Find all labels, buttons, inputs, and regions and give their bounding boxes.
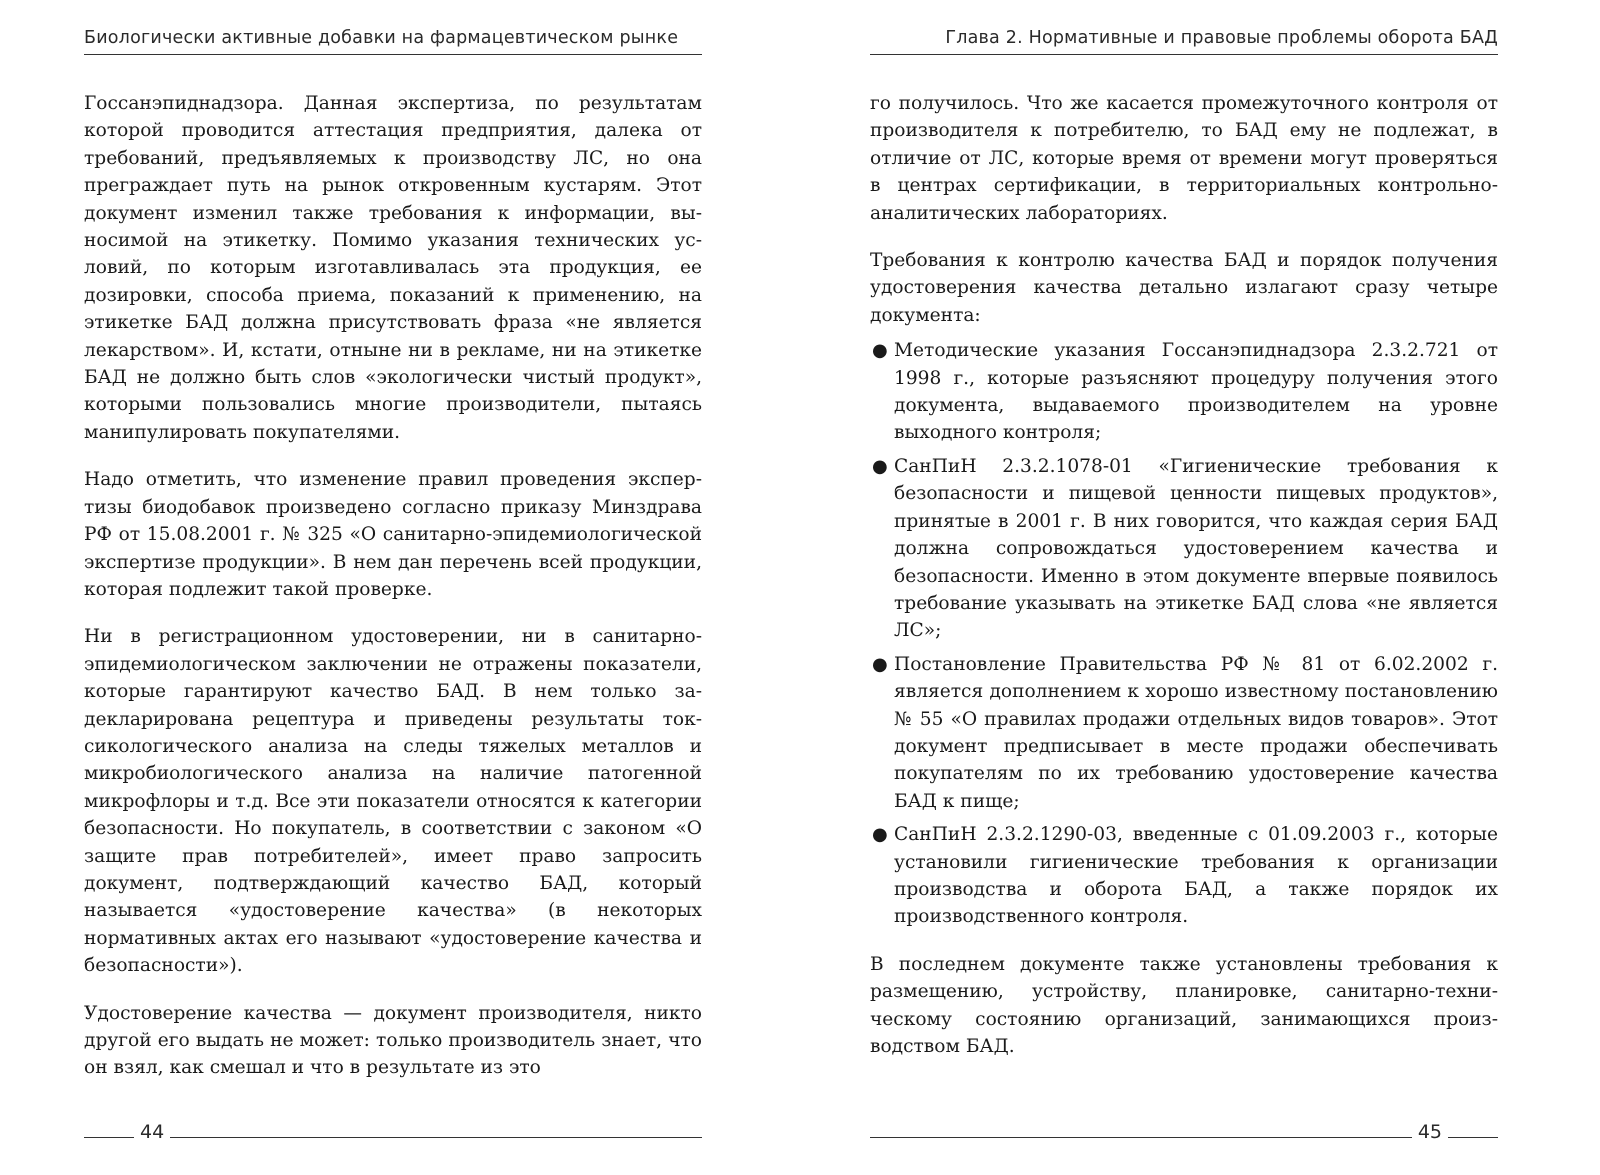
list-item-text: Постановление Правительства РФ № 81 от 6.02.2002 г. является дополнением к хорошо известному постановлению № 55 «О правилах продажи отдельных видов товаров». Этот документ предписывает в месте продажи обеспечивать покупателям по их требованию удостоверение качества БАД к пище; bbox=[894, 653, 1498, 812]
bullet-icon: ● bbox=[872, 340, 888, 362]
page-footer-right bbox=[870, 1118, 1498, 1142]
list-item bbox=[870, 651, 1498, 815]
document-list bbox=[870, 337, 1498, 931]
bullet-icon: ● bbox=[872, 653, 888, 675]
footer-rule bbox=[84, 1137, 134, 1138]
running-head-right: Глава 2. Нормативные и правовые проблемы оборота БАД bbox=[870, 28, 1498, 55]
list-item-text: Методические указания Госсанэпиднадзора 2.3.2.721 от 1998 г., которые разъясняют процедуру получения этого документа, выдаваемого производителем на уровне выходного контроля; bbox=[894, 340, 1498, 444]
page-number: 44 bbox=[140, 1121, 165, 1143]
page-footer-left bbox=[84, 1118, 702, 1142]
paragraph: Госсанэпиднадзора. Данная экспертиза, по результатам которой проводится аттестация предприятия, далека от требований, предъявляемых к производству ЛС, но она преграждает путь на рынок откровенным кустарям. Этот документ изменил также требования к информации, выносимой на этикетку. Помимо указания технических условий, по которым изготавливалась эта продукция, ее дозировки, способа приема, показаний к применению, на этикетке БАД должна присутствовать фраза «не является лекарством». И, кстати, отныне ни в рекламе, ни на этикетке БАД не должно быть слов «экологически чистый продукт», которыми пользовались многие производители, пытаясь манипулировать покупателями. bbox=[84, 93, 702, 443]
footer-rule bbox=[1448, 1137, 1498, 1138]
paragraph: го получилось. Что же касается промежуточного контроля от производителя к потребителю, то БАД ему не подлежат, в отличие от ЛС, которые время от времени могут проверяться в центрах сертификации, в территориальных контрольно-аналитических лабораториях. bbox=[870, 93, 1498, 224]
paragraph: Надо отметить, что изменение правил проведения экспертизы биодобавок произведено согласно приказу Минздрава РФ от 15.08.2001 г. № 325 «О санитарно-эпидемиологической экспертизе продукции». В нем дан перечень всей продукции, которая подлежит такой проверке. bbox=[84, 469, 702, 600]
paragraph: Требования к контролю качества БАД и порядок получения удостоверения качества детально излагают сразу четыре документа: bbox=[870, 250, 1498, 326]
right-page-body bbox=[870, 90, 1498, 1060]
left-page-body bbox=[84, 90, 702, 1082]
paragraph: Ни в регистрационном удостоверении, ни в санитарно-эпидемиологическом заключении не отражены показатели, которые гарантируют качество БАД. В нем только задекларирована рецептура и приведены результаты токсикологического анализа на следы тяжелых металлов и микробиологического анализа на наличие патогенной микрофлоры и т.д. Все эти показатели относятся к категории безопасности. Но покупатель, в соответствии с законом «О защите прав потребителей», имеет право запросить документ, подтверждающий качество БАД, который называется «удостоверение качества» (в некоторых нормативных актах его называют «удостоверение качества и безопасности»). bbox=[84, 626, 702, 977]
bullet-icon: ● bbox=[872, 455, 888, 477]
list-item bbox=[870, 453, 1498, 645]
list-item-text: СанПиН 2.3.2.1290-03, введенные с 01.09.2003 г., которые установили гигиенические требования к организации производства и оборота БАД, а также порядок их производственного контроля. bbox=[894, 824, 1498, 928]
paragraph: Удостоверение качества — документ производителя, никто другой его выдать не может: только производитель знает, что он взял, как смешал и что в результате из это bbox=[84, 1002, 702, 1079]
footer-rule bbox=[870, 1137, 1412, 1138]
right-page bbox=[800, 0, 1600, 1175]
bullet-icon: ● bbox=[872, 824, 888, 846]
list-item bbox=[870, 337, 1498, 447]
list-item-text: СанПиН 2.3.2.1078-01 «Гигиенические требования к безопасности и пищевой ценности пищевых продуктов», принятые в 2001 г. В них говорится, что каждая серия БАД должна сопровождаться удостоверением качества и безопасности. Именно в этом документе впервые появилось требование указывать на этикетке БАД слова «не является ЛС»; bbox=[894, 455, 1498, 642]
page-number: 45 bbox=[1417, 1121, 1442, 1143]
paragraph: В последнем документе также установлены требования к размещению, устройству, планировке, санитарно-техническому состоянию организаций, занимающихся производством БАД. bbox=[870, 953, 1498, 1057]
running-head-left: Биологически активные добавки на фармацевтическом рынке bbox=[84, 28, 702, 55]
footer-rule bbox=[170, 1137, 702, 1138]
list-item bbox=[870, 821, 1498, 931]
